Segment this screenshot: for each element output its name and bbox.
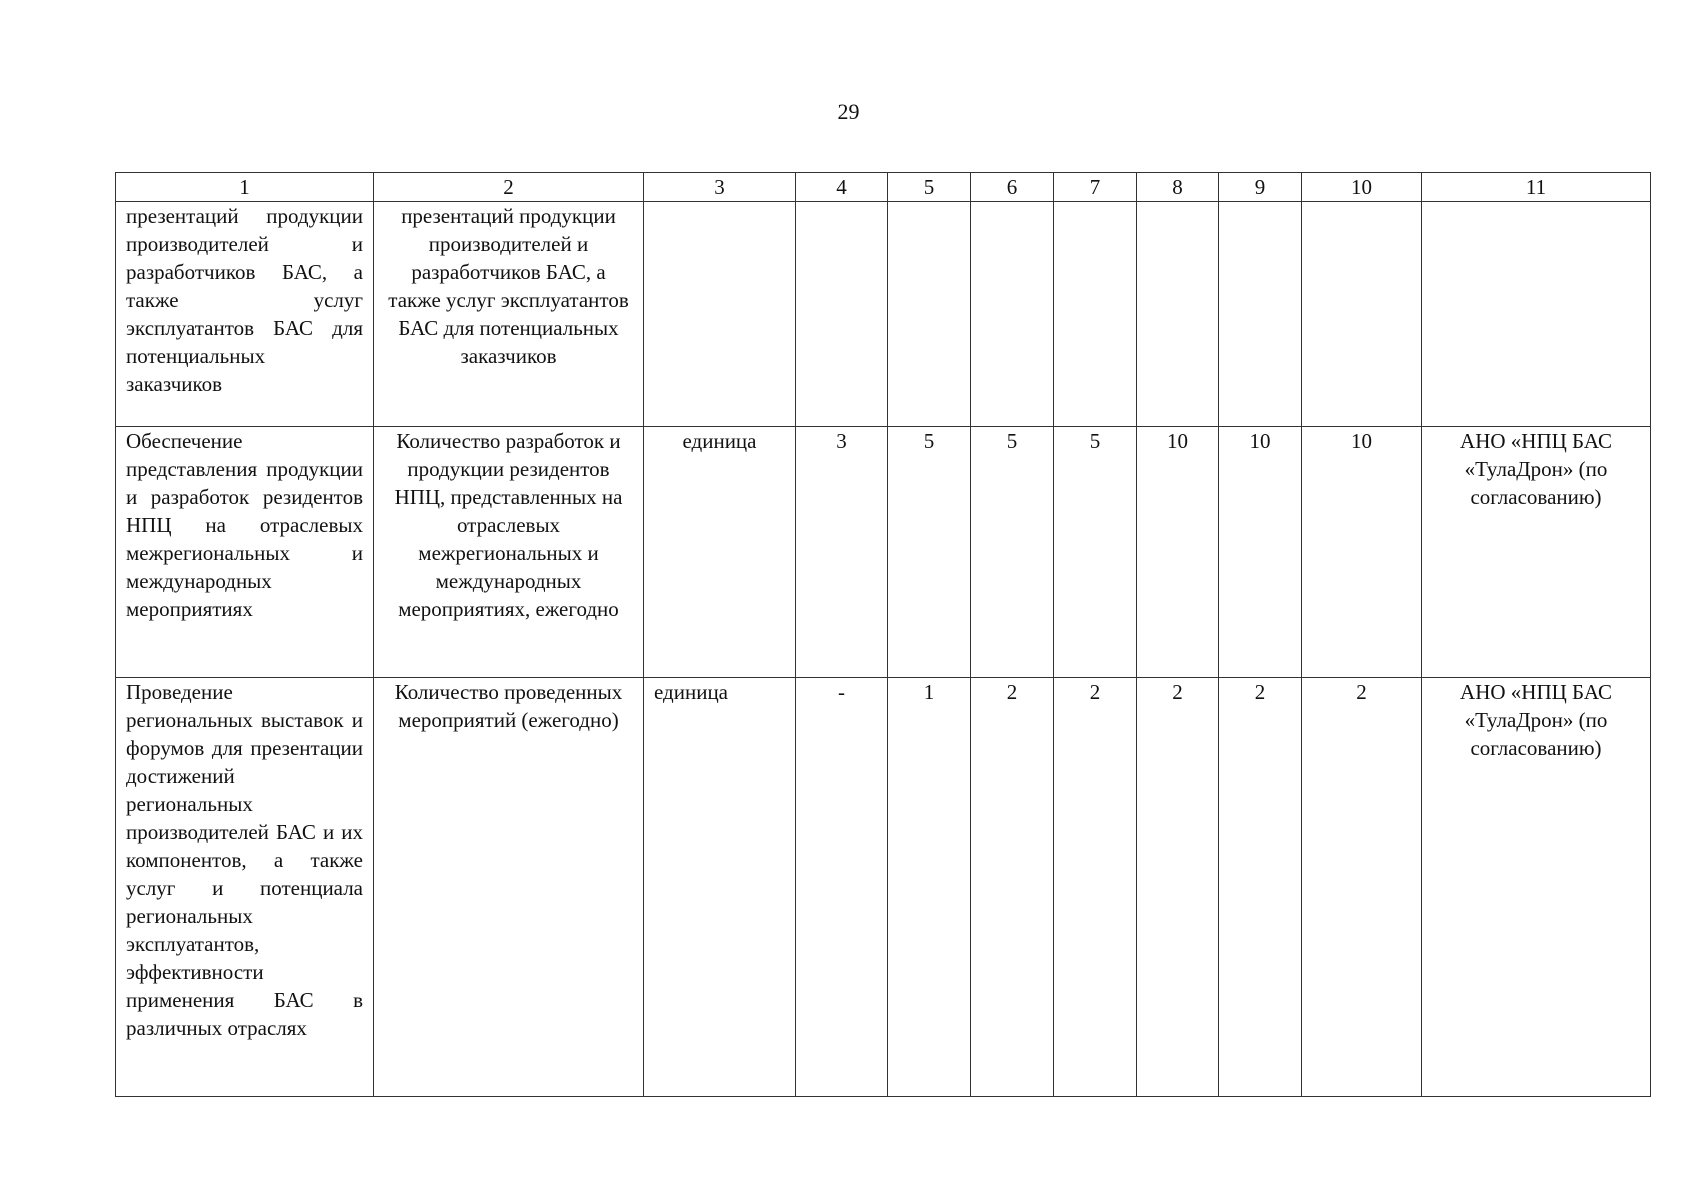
value-cell (1219, 202, 1302, 427)
value-cell (1054, 202, 1137, 427)
responsible-cell: АНО «НПЦ БАС «ТулаДрон» (по согласованию) (1422, 678, 1651, 1097)
table-row (116, 678, 1651, 1097)
plan-table (115, 172, 1651, 1097)
value-cell: 2 (1302, 678, 1422, 1097)
value-cell: 1 (888, 678, 971, 1097)
value-cell: 2 (1054, 678, 1137, 1097)
value-cell: 5 (971, 427, 1054, 678)
event-cell: Проведение региональных выставок и форумов для презентации достижений региональных производителей БАС и их компонентов, а также услуг и потенциала региональных эксплуатантов, эффективности применения БАС в различных отраслях (116, 678, 374, 1097)
unit-cell: единица (644, 427, 796, 678)
value-cell: 10 (1219, 427, 1302, 678)
responsible-cell (1422, 202, 1651, 427)
column-number: 6 (971, 173, 1054, 202)
column-number: 4 (796, 173, 888, 202)
value-cell (971, 202, 1054, 427)
value-cell: 2 (971, 678, 1054, 1097)
event-cell: презентаций продукции производителей и разработчиков БАС, а также услуг эксплуатантов БАС для потенциальных заказчиков (116, 202, 374, 427)
column-number: 8 (1137, 173, 1219, 202)
value-cell: 2 (1219, 678, 1302, 1097)
event-cell: Обеспечение представления продукции и разработок резидентов НПЦ на отраслевых межрегиональных и международных мероприятиях (116, 427, 374, 678)
value-cell (888, 202, 971, 427)
responsible-cell: АНО «НПЦ БАС «ТулаДрон» (по согласованию) (1422, 427, 1651, 678)
table-row (116, 202, 1651, 427)
value-cell: 10 (1302, 427, 1422, 678)
unit-cell: единица (644, 678, 796, 1097)
column-number: 1 (116, 173, 374, 202)
column-number-row (116, 173, 1651, 202)
column-number: 7 (1054, 173, 1137, 202)
value-cell: 2 (1137, 678, 1219, 1097)
column-number: 2 (374, 173, 644, 202)
value-cell: 10 (1137, 427, 1219, 678)
value-cell: 5 (888, 427, 971, 678)
indicator-cell: Количество проведенных мероприятий (ежегодно) (374, 678, 644, 1097)
value-cell: 3 (796, 427, 888, 678)
column-number: 9 (1219, 173, 1302, 202)
indicator-cell: Количество разработок и продукции резидентов НПЦ, представленных на отраслевых межрегиональных и международных мероприятиях, ежегодно (374, 427, 644, 678)
unit-cell (644, 202, 796, 427)
column-number: 5 (888, 173, 971, 202)
indicator-cell: презентаций продукции производителей и разработчиков БАС, а также услуг эксплуатантов БАС для потенциальных заказчиков (374, 202, 644, 427)
value-cell (796, 202, 888, 427)
column-number: 10 (1302, 173, 1422, 202)
page-number: 29 (837, 99, 860, 124)
column-number: 11 (1422, 173, 1651, 202)
value-cell (1302, 202, 1422, 427)
value-cell: - (796, 678, 888, 1097)
table-row (116, 427, 1651, 678)
value-cell (1137, 202, 1219, 427)
column-number: 3 (644, 173, 796, 202)
value-cell: 5 (1054, 427, 1137, 678)
